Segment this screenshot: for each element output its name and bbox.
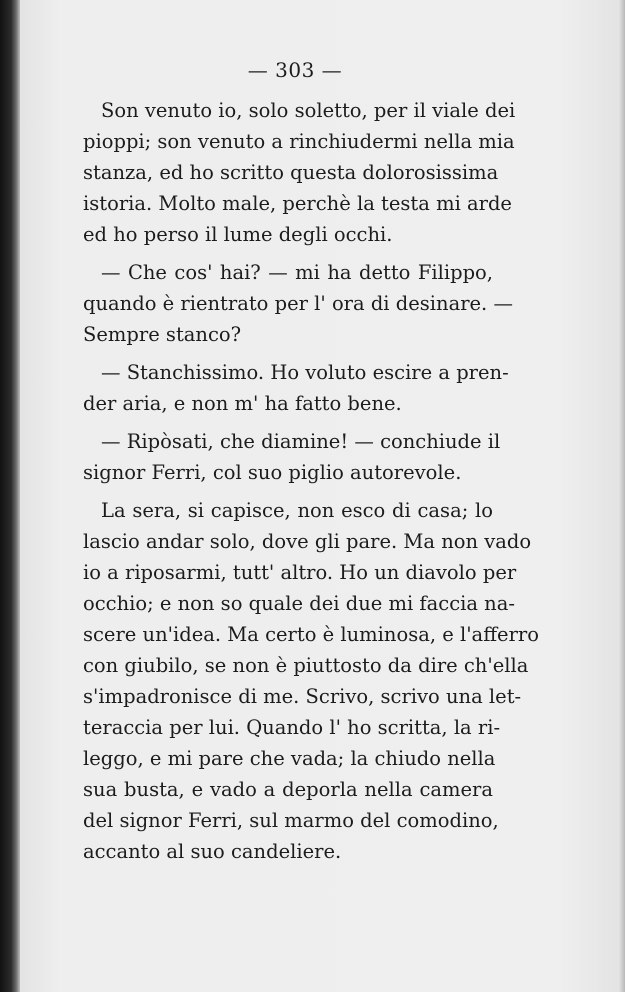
paragraph: [83, 495, 539, 867]
text-line: — Che cos' hai? — mi ha detto Filippo,: [101, 261, 493, 284]
paragraph: [83, 426, 501, 488]
text-line: lascio andar solo, dove gli pare. Ma non vado: [83, 530, 532, 553]
text-line: s'impadronisce di me. Scrivo, scrivo una let-: [83, 685, 522, 708]
paragraph: [83, 95, 516, 250]
text-line: ed ho perso il lume degli occhi.: [83, 223, 393, 246]
body-text: [83, 95, 539, 874]
text-line: quando è rientrato per l' ora di desinare. —: [83, 292, 513, 315]
text-line: del signor Ferri, sul marmo del comodino,: [83, 809, 499, 832]
text-line: signor Ferri, col suo piglio autorevole.: [83, 461, 462, 484]
text-line: — Ripòsati, che diamine! — conchiude il: [101, 430, 501, 453]
book-spine-shadow: [0, 0, 20, 992]
text-line: sua busta, e vado a deporla nella camera: [83, 778, 493, 801]
paragraph: [83, 357, 509, 419]
text-line: con giubilo, se non è piuttosto da dire ch'ella: [83, 654, 529, 677]
text-line: pioppi; son venuto a rinchiudermi nella mia: [83, 130, 515, 153]
text-line: La sera, si capisce, non esco di casa; lo: [101, 499, 493, 522]
page-edge-shadow: [619, 0, 625, 992]
text-line: io a riposarmi, tutt' altro. Ho un diavolo per: [83, 561, 517, 584]
text-line: scere un'idea. Ma certo è luminosa, e l'afferro: [83, 623, 539, 646]
text-line: der aria, e non m' ha fatto bene.: [83, 392, 402, 415]
text-line: leggo, e mi pare che vada; la chiudo nella: [83, 747, 496, 770]
paragraph: [83, 257, 513, 350]
page-number: — 303 —: [247, 58, 343, 82]
text-line: occhio; e non so quale dei due mi faccia na-: [83, 592, 515, 615]
text-line: accanto al suo candeliere.: [83, 840, 342, 863]
text-line: Sempre stanco?: [83, 323, 242, 346]
text-line: teraccia per lui. Quando l' ho scritta, la ri-: [83, 716, 501, 739]
text-line: istoria. Molto male, perchè la testa mi arde: [83, 192, 512, 215]
text-line: Son venuto io, solo soletto, per il viale dei: [101, 99, 516, 122]
text-line: stanza, ed ho scritto questa dolorosissima: [83, 161, 499, 184]
text-line: — Stanchissimo. Ho voluto escire a pren-: [101, 361, 509, 384]
